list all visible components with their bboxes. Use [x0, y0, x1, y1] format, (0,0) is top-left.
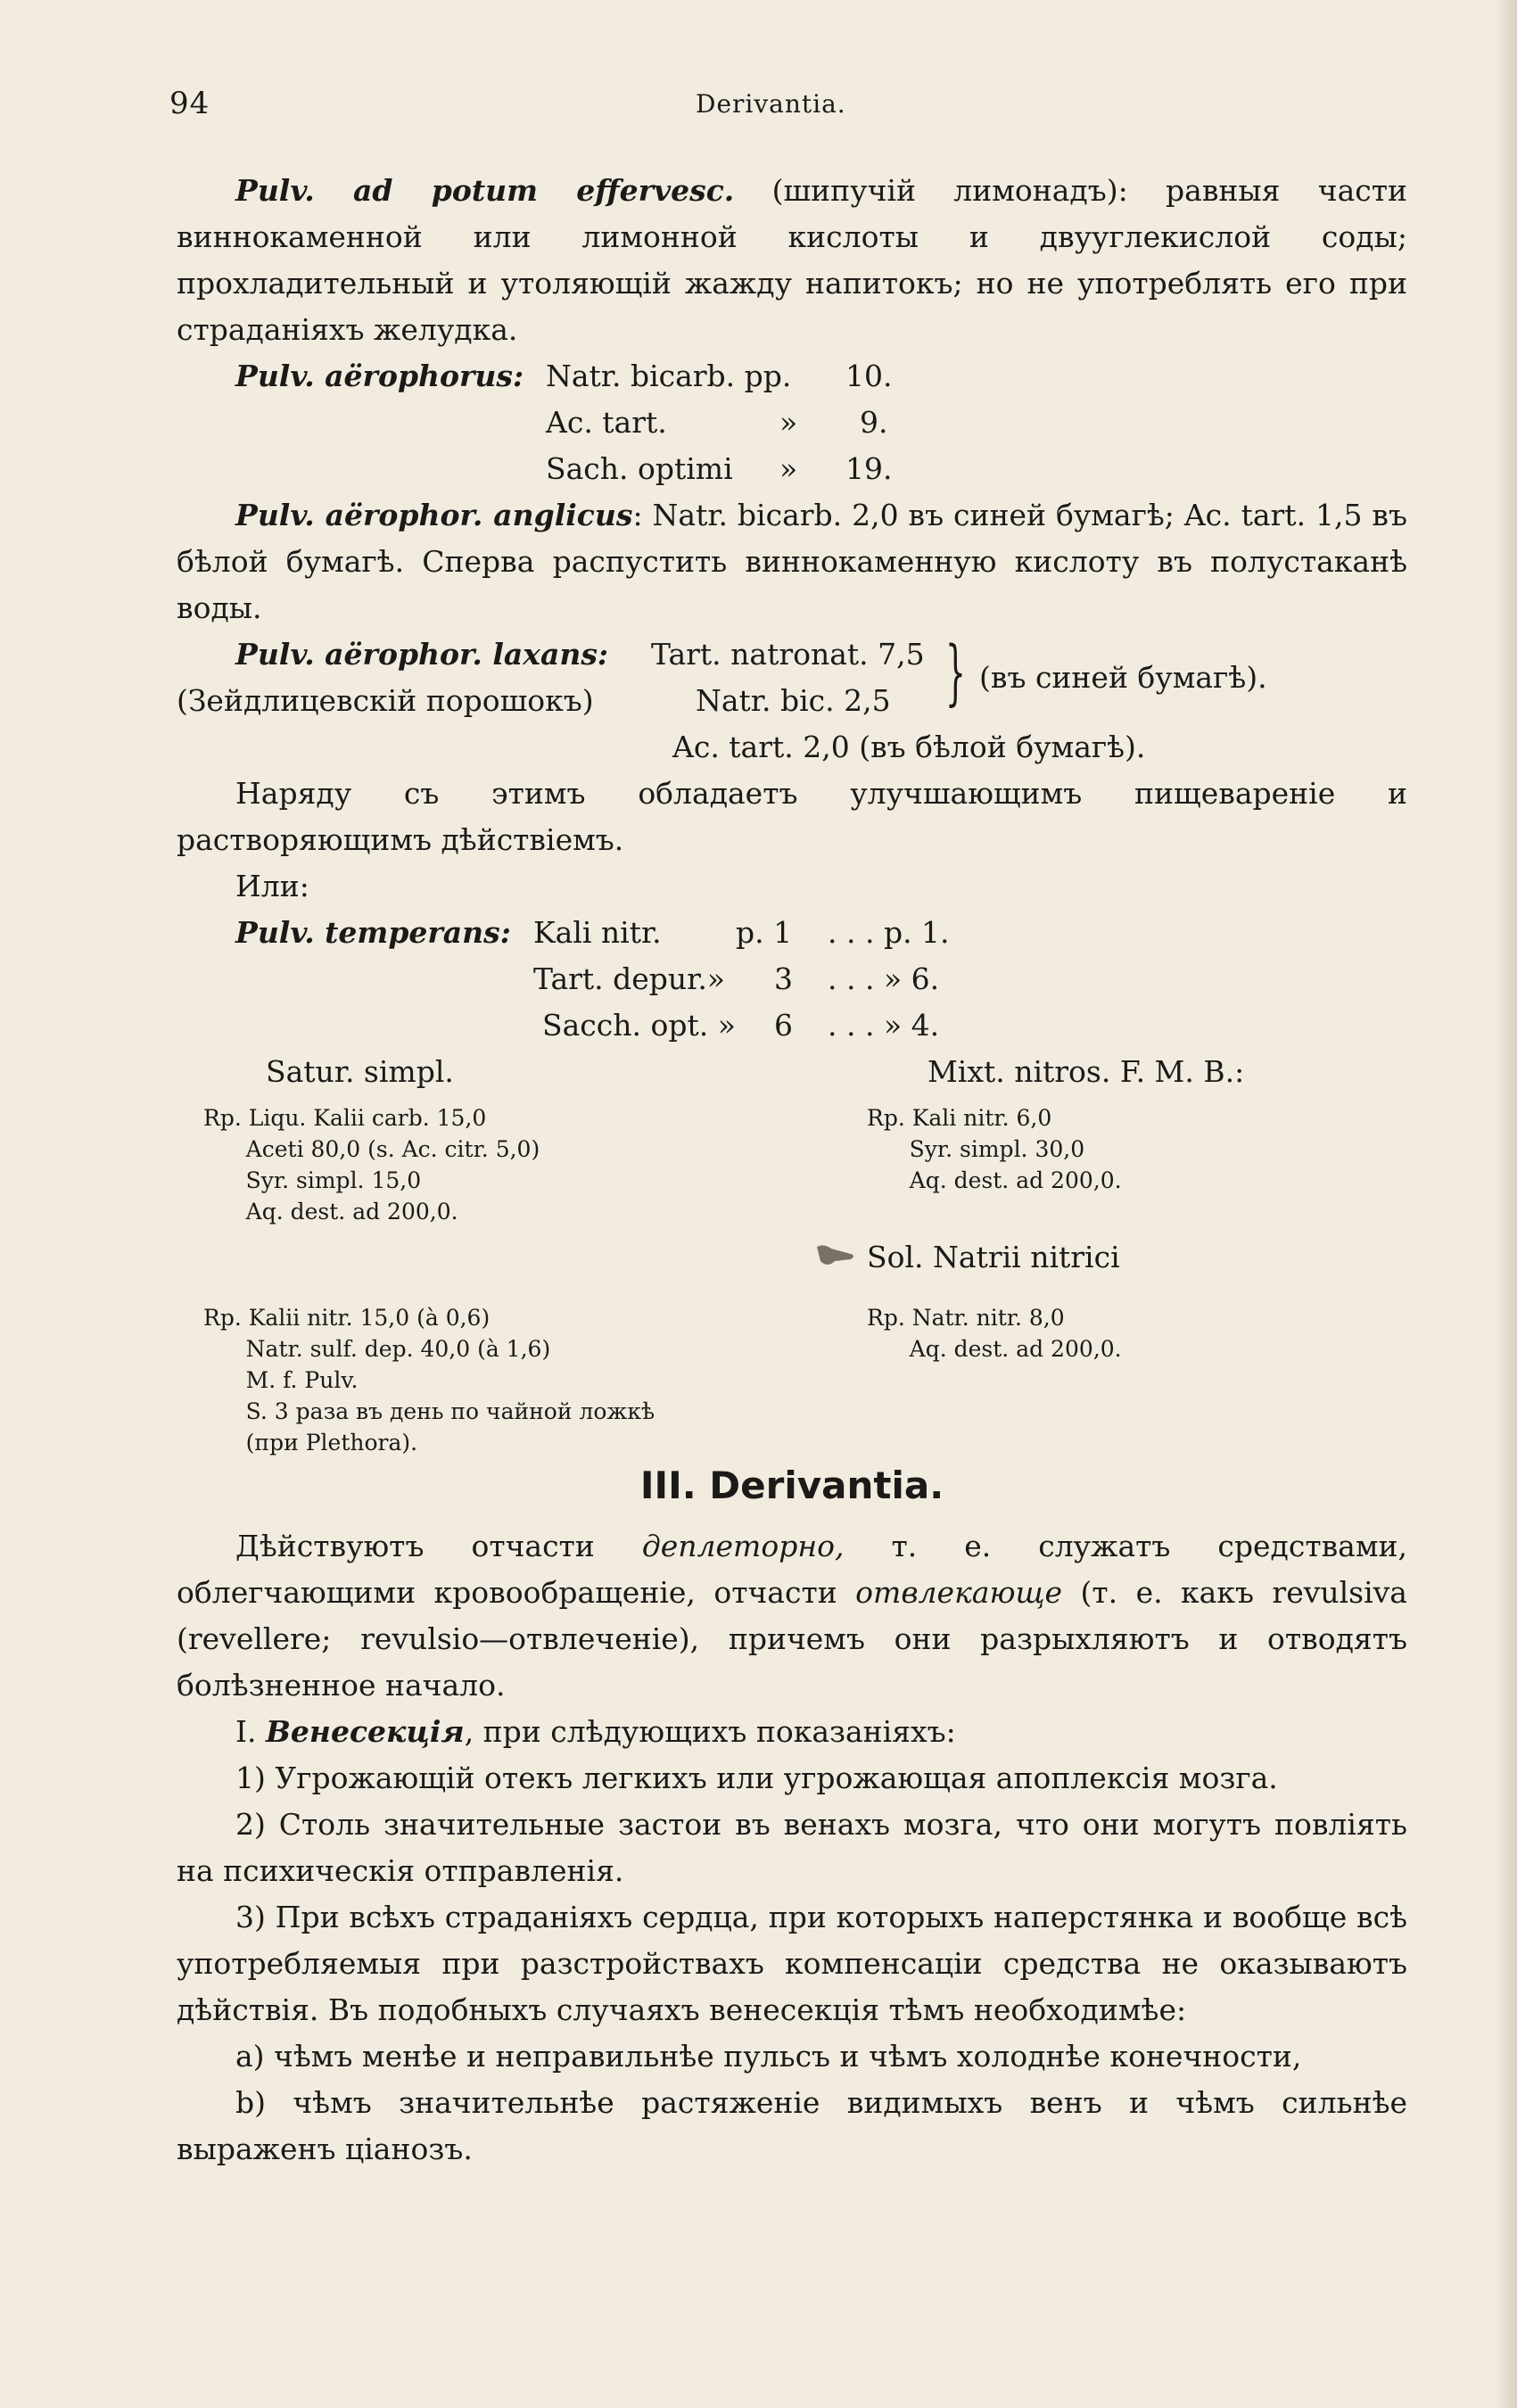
- paragraph-effervesc: [177, 168, 1407, 353]
- paragraph-anglicus: [177, 492, 1407, 631]
- mixt-recipe: Rp. Kali nitr. 6,0 Syr. simpl. 30,0 Aq. dest. ad 200,0.: [867, 1105, 1122, 1193]
- quantity: 10.: [845, 359, 893, 393]
- indication-item: 3) При всѣхъ страданіяхъ сердца, при которыхъ наперстянка и вообще всѣ употребляемыя при разстройствахъ компенсаціи средства не оказываютъ дѣйствія. Въ подобныхъ случаяхъ венесекція тѣмъ необходимѣе:: [177, 1900, 1407, 2027]
- recipe-lead: Pulv. aërophor. anglicus: [235, 498, 633, 532]
- ili: Или:: [235, 869, 309, 903]
- paragraph-action: Наряду съ этимъ обладаетъ улучшающимъ пищевареніе и растворяющимъ дѣйствіемъ.: [177, 776, 1407, 857]
- page-number: 94: [169, 86, 210, 121]
- recipe-lead: Pulv. temperans:: [235, 915, 511, 950]
- indication-item: 1) Угрожающій отекъ легкихъ или угрожающая апоплексія мозга.: [235, 1761, 1278, 1795]
- ditto: »: [779, 405, 798, 440]
- ingredient: Sach. optimi: [546, 451, 733, 486]
- laxans-row-3: [177, 724, 1407, 771]
- temperans-row-2: [177, 956, 1407, 1002]
- paragraph-text: (шипучій лимонадъ): равныя части виннокаменной или лимонной кислоты и двууглекислой соды; прохладительный и утоляющій жажду напитокъ; но не употреблять его при страданіяхъ желудка.: [177, 173, 1408, 347]
- quantity: 6: [774, 1008, 793, 1043]
- mixt-title: Mixt. nitros. F. M. B.:: [928, 1054, 1245, 1089]
- satur-title: Satur. simpl.: [266, 1054, 454, 1089]
- indication-subitem: a) чѣмъ менѣе и неправильнѣе пульсъ и чѣмъ холоднѣе конечности,: [235, 2039, 1302, 2074]
- indication-subitem: b) чѣмъ значительнѣе растяженіе видимыхъ венъ и чѣмъ сильнѣе выраженъ ціанозъ.: [177, 2085, 1407, 2166]
- kalii-recipe: Rp. Kalii nitr. 15,0 (à 0,6) Natr. sulf. dep. 40,0 (à 1,6) M. f. Pulv. S. 3 раза въ день по чайной ложкѣ (при Plethora).: [203, 1305, 655, 1456]
- derivantia-section: [177, 1463, 1407, 2173]
- brace-note: (въ синей бумагѣ).: [979, 660, 1267, 695]
- pointing-hand-icon: [815, 1241, 856, 1268]
- ingredient: Kali nitr.: [533, 915, 662, 950]
- recipe-lead: Pulv. aërophorus:: [235, 359, 524, 393]
- recipe-lead: Pulv. aërophor. laxans:: [235, 637, 609, 672]
- ingredient: Natr. bic. 2,5: [696, 683, 891, 718]
- indication-item: 2) Столь значительные застои въ венахъ мозга, что они могутъ повліять на психическія отправленія.: [177, 1807, 1407, 1888]
- ditto: »: [779, 451, 798, 486]
- venesection-heading: I. Венесекція, при слѣдующихъ показаніяхъ:: [235, 1714, 956, 1749]
- quantity: 9.: [860, 405, 888, 440]
- ingredient: Ac. tart. 2,0 (въ бѣлой бумагѣ).: [672, 730, 1146, 764]
- natrii-title: Sol. Natrii nitrici: [867, 1240, 1120, 1274]
- natrii-recipe: Rp. Natr. nitr. 8,0 Aq. dest. ad 200,0.: [867, 1305, 1122, 1362]
- recipe-titles: [177, 1049, 1407, 1095]
- laxans-row-2: [177, 678, 1407, 724]
- running-head: Derivantia.: [696, 89, 846, 119]
- quantity-alt: . . . » 4.: [828, 1008, 940, 1043]
- page-edge: [1494, 0, 1517, 2408]
- paragraph-text: : Natr. bicarb. 2,0 въ синей бумагѣ; Ac. tart. 1,5 въ бѣлой бумагѣ. Сперва распустить виннокаменную кислоту въ полустаканѣ воды.: [177, 498, 1407, 625]
- quantity: 19.: [845, 451, 893, 486]
- quantity: p. 1: [736, 915, 793, 950]
- aero-row-1: [177, 353, 1407, 400]
- quantity-alt: . . . p. 1.: [828, 915, 950, 950]
- laxans-label: (Зейдлицевскій порошокъ): [177, 683, 594, 718]
- ingredient: Tart. natronat. 7,5: [651, 637, 925, 672]
- ingredient: Tart. depur.»: [533, 961, 725, 996]
- ingredient: Natr. bicarb. pp.: [546, 359, 792, 393]
- aero-row-3: [177, 446, 1407, 492]
- section-title: III. Derivantia.: [639, 1464, 944, 1507]
- page-body: [177, 168, 1407, 1595]
- recipe-lead: Pulv. ad potum effervesc.: [235, 173, 735, 208]
- derivantia-paragraph: Дѣйствуютъ отчасти деплеторно, т. е. служатъ средствами, облегчающими кровообращеніе, отчасти отвлекающе (т. е. какъ revulsiva (revellere; revulsio—отвлеченіе), причемъ они разрыхляютъ и отводятъ болѣзненное начало.: [177, 1529, 1407, 1703]
- ingredient: Sacch. opt. »: [542, 1008, 736, 1043]
- ingredient: Ac. tart.: [546, 405, 667, 440]
- temperans-row-1: [177, 910, 1407, 956]
- temperans-row-3: [177, 1002, 1407, 1049]
- quantity-alt: . . . » 6.: [828, 961, 940, 996]
- aero-row-2: [177, 400, 1407, 446]
- quantity: 3: [774, 961, 793, 996]
- satur-recipe: Rp. Liqu. Kalii carb. 15,0 Aceti 80,0 (s. Ac. citr. 5,0) Syr. simpl. 15,0 Aq. dest. ad 200,0.: [203, 1105, 540, 1225]
- brace: }: [945, 631, 966, 713]
